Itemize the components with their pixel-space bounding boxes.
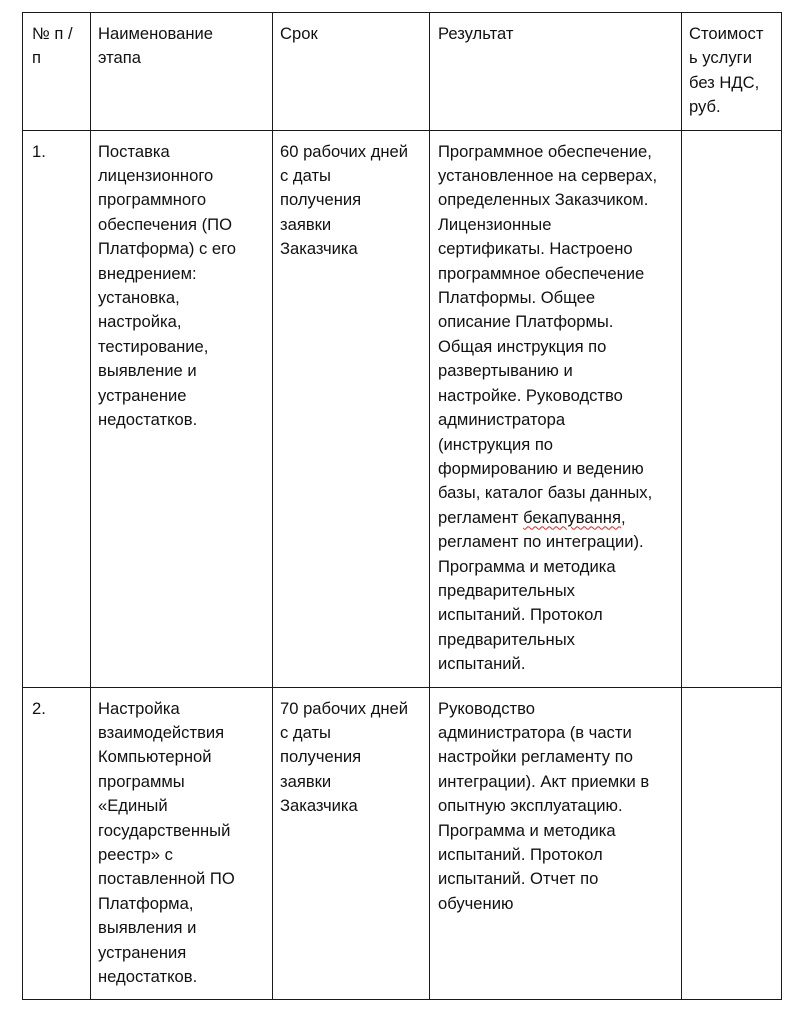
- term-line: с даты: [280, 166, 331, 186]
- stage-line: Платформа) с его: [98, 239, 237, 259]
- result-line: базы, каталог базы данных,: [438, 483, 653, 503]
- result-line: Общая инструкция по: [438, 336, 607, 356]
- term-line: с даты: [280, 722, 331, 742]
- table-row: [23, 130, 782, 687]
- stage-line: выявления и: [98, 918, 197, 938]
- result-line: испытаний. Отчет по: [438, 869, 599, 889]
- stage-line: устранения: [98, 942, 187, 962]
- term-line: заявки: [280, 214, 332, 234]
- result-line: испытаний. Протокол: [438, 605, 603, 625]
- result-line: обучению: [438, 893, 514, 913]
- row-number: [23, 130, 91, 687]
- result-line: Программное обеспечение,: [438, 141, 652, 161]
- result-cell: [430, 687, 682, 1000]
- result-cell: [430, 130, 682, 687]
- result-line: предварительных: [438, 580, 575, 600]
- stage-line: устранение: [98, 385, 187, 405]
- row-number-text: 2.: [32, 698, 46, 718]
- row-number: [23, 687, 91, 1000]
- stage-line: внедрением:: [98, 263, 197, 283]
- stage-line: недостатков.: [98, 410, 198, 430]
- term-line: Заказчика: [280, 796, 358, 816]
- header-term: [273, 13, 430, 131]
- result-line: Руководство: [438, 698, 535, 718]
- stage-name-cell: [91, 687, 273, 1000]
- result-line: испытаний.: [438, 654, 526, 674]
- stage-line: настройка,: [98, 312, 182, 332]
- header-num-line: п: [32, 48, 41, 68]
- result-line: сертификаты. Настроено: [438, 239, 633, 259]
- result-line: предварительных: [438, 629, 575, 649]
- stage-line: программного: [98, 190, 207, 210]
- header-stage-line: Наименование: [98, 24, 214, 43]
- header-row: [23, 13, 782, 131]
- stage-line: Поставка: [98, 141, 170, 161]
- header-result-line: Результат: [438, 24, 514, 43]
- table-row: [23, 687, 782, 1000]
- stage-line: недостатков.: [98, 967, 198, 987]
- result-line: испытаний. Протокол: [438, 845, 603, 864]
- stage-line: программы: [98, 771, 185, 791]
- result-line: установленное на серверах,: [438, 166, 658, 186]
- header-cost-line: руб.: [689, 97, 721, 117]
- result-line: регламент по интеграции).: [438, 532, 644, 552]
- result-line: настройки регламенту по: [438, 747, 633, 767]
- term-line: получения: [280, 747, 362, 767]
- header-num: [23, 13, 91, 131]
- term-cell: [273, 687, 430, 1000]
- header-num-line: № п /: [32, 24, 73, 43]
- stage-line: «Единый: [98, 796, 168, 816]
- result-line: опытную эксплуатацию.: [438, 796, 623, 816]
- result-line-suffix: ,: [620, 507, 626, 527]
- stage-line: поставленной ПО: [98, 869, 235, 889]
- header-cost: [682, 13, 782, 131]
- stage-line: государственный: [98, 820, 231, 840]
- term-line: заявки: [280, 771, 332, 791]
- result-line: (инструкция по: [438, 434, 554, 454]
- header-cost-line: без НДС,: [689, 72, 760, 92]
- result-line: программное обеспечение: [438, 263, 645, 283]
- header-cost-line: Стоимост: [689, 24, 764, 43]
- cost-cell: [682, 687, 782, 1000]
- result-line: Программа и методика: [438, 820, 616, 840]
- result-line: настройке. Руководство: [438, 385, 623, 405]
- term-line: 60 рабочих дней: [280, 141, 409, 161]
- stage-line: Компьютерной: [98, 747, 212, 767]
- header-result: [430, 13, 682, 131]
- stage-line: Платформа,: [98, 893, 194, 913]
- result-line-with-spelling-flag: [438, 506, 675, 530]
- header-cost-line: ь услуги: [689, 48, 752, 68]
- misspelled-word[interactable]: бекапування: [523, 507, 621, 527]
- result-line: администратора (в части: [438, 722, 632, 742]
- result-line: интеграции). Акт приемки в: [438, 771, 650, 791]
- stage-line: выявление и: [98, 361, 197, 381]
- term-cell: [273, 130, 430, 687]
- result-line: определенных Заказчиком.: [438, 190, 649, 210]
- result-line: администратора: [438, 410, 566, 430]
- result-line: формированию и ведению: [438, 458, 644, 478]
- stage-line: тестирование,: [98, 336, 209, 356]
- stage-line: реестр» с: [98, 845, 173, 864]
- header-stage: [91, 13, 273, 131]
- stage-line: взаимодействия: [98, 722, 225, 742]
- stages-table: [22, 12, 782, 1000]
- result-line-prefix: регламент: [438, 507, 524, 527]
- cost-cell: [682, 130, 782, 687]
- stage-line: лицензионного: [98, 166, 214, 186]
- header-term-line: Срок: [280, 24, 318, 43]
- header-stage-line: этапа: [98, 48, 141, 68]
- row-number-text: 1.: [32, 141, 46, 161]
- result-line: Программа и методика: [438, 556, 616, 576]
- stage-line: Настройка: [98, 698, 180, 718]
- result-line: развертыванию и: [438, 361, 573, 381]
- result-line: Лицензионные: [438, 214, 552, 234]
- term-line: Заказчика: [280, 239, 358, 259]
- stage-name-cell: [91, 130, 273, 687]
- result-line: описание Платформы.: [438, 312, 614, 332]
- stage-line: установка,: [98, 288, 180, 308]
- term-line: 70 рабочих дней: [280, 698, 409, 718]
- result-line: Платформы. Общее: [438, 288, 596, 308]
- stage-line: обеспечения (ПО: [98, 214, 232, 234]
- term-line: получения: [280, 190, 362, 210]
